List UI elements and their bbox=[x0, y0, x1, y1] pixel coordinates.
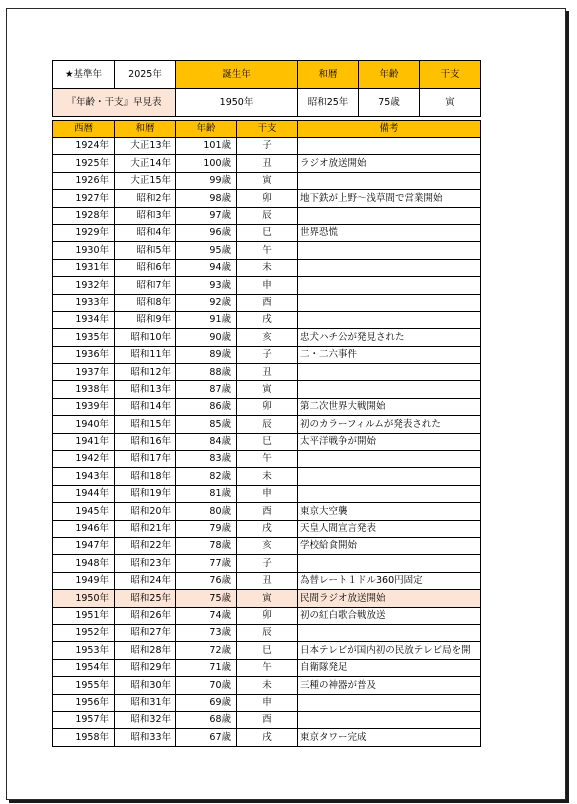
table-row bbox=[53, 520, 481, 537]
cell-seireki[interactable]: 1939年 bbox=[53, 398, 115, 415]
table-row bbox=[53, 329, 481, 346]
cell-eto[interactable]: 酉 bbox=[237, 711, 298, 728]
table-row bbox=[53, 398, 481, 415]
cell-notes[interactable] bbox=[298, 711, 481, 728]
cell-age[interactable]: 94歳 bbox=[176, 259, 237, 276]
cell-notes[interactable]: 自衛隊発足 bbox=[298, 659, 481, 676]
cell-eto[interactable]: 酉 bbox=[237, 294, 298, 311]
cell-seireki[interactable]: 1935年 bbox=[53, 329, 115, 346]
cell-age[interactable]: 99歳 bbox=[176, 172, 237, 189]
table-row bbox=[53, 711, 481, 728]
cell-notes[interactable] bbox=[298, 311, 481, 328]
cell-eto[interactable]: 未 bbox=[237, 259, 298, 276]
cell-notes[interactable]: ラジオ放送開始 bbox=[298, 155, 481, 172]
cell-notes[interactable] bbox=[298, 259, 481, 276]
cell-age[interactable]: 91歳 bbox=[176, 311, 237, 328]
cell-seireki[interactable]: 1940年 bbox=[53, 416, 115, 433]
col-header-wareki: 和暦 bbox=[115, 121, 176, 138]
cell-age[interactable]: 76歳 bbox=[176, 572, 237, 589]
cell-notes[interactable]: 民間ラジオ放送開始 bbox=[298, 590, 481, 607]
table-row bbox=[53, 138, 481, 155]
eto-label: 干支 bbox=[420, 61, 481, 89]
cell-age[interactable]: 80歳 bbox=[176, 503, 237, 520]
cell-notes[interactable]: 第二次世界大戦開始 bbox=[298, 398, 481, 415]
table-row bbox=[53, 224, 481, 241]
cell-seireki[interactable]: 1924年 bbox=[53, 138, 115, 155]
cell-age[interactable]: 71歳 bbox=[176, 659, 237, 676]
cell-wareki[interactable]: 昭和27年 bbox=[115, 624, 176, 641]
cell-age[interactable]: 67歳 bbox=[176, 729, 237, 746]
sheet-title: 『年齢・干支』早見表 bbox=[53, 89, 176, 117]
table-row bbox=[53, 433, 481, 450]
cell-wareki[interactable]: 昭和18年 bbox=[115, 468, 176, 485]
cell-age[interactable]: 95歳 bbox=[176, 242, 237, 259]
cell-wareki[interactable]: 昭和2年 bbox=[115, 190, 176, 207]
cell-seireki[interactable]: 1952年 bbox=[53, 624, 115, 641]
cell-seireki[interactable]: 1951年 bbox=[53, 607, 115, 624]
table-row bbox=[53, 468, 481, 485]
cell-seireki[interactable]: 1925年 bbox=[53, 155, 115, 172]
cell-eto[interactable]: 辰 bbox=[237, 624, 298, 641]
cell-eto[interactable]: 申 bbox=[237, 277, 298, 294]
cell-seireki[interactable]: 1936年 bbox=[53, 346, 115, 363]
table-row bbox=[53, 190, 481, 207]
table-row bbox=[53, 503, 481, 520]
cell-wareki[interactable]: 昭和11年 bbox=[115, 346, 176, 363]
cell-eto[interactable]: 申 bbox=[237, 694, 298, 711]
cell-eto[interactable]: 巳 bbox=[237, 642, 298, 659]
cell-wareki[interactable]: 昭和29年 bbox=[115, 659, 176, 676]
table-row bbox=[53, 311, 481, 328]
cell-notes[interactable]: 天皇人間宣言発表 bbox=[298, 520, 481, 537]
cell-age[interactable]: 81歳 bbox=[176, 485, 237, 502]
cell-eto[interactable]: 寅 bbox=[237, 590, 298, 607]
cell-seireki[interactable]: 1937年 bbox=[53, 364, 115, 381]
table-row bbox=[53, 451, 481, 468]
cell-wareki[interactable]: 昭和12年 bbox=[115, 364, 176, 381]
table-row bbox=[53, 590, 481, 607]
cell-notes[interactable] bbox=[298, 381, 481, 398]
cell-wareki[interactable]: 昭和20年 bbox=[115, 503, 176, 520]
cell-notes[interactable] bbox=[298, 468, 481, 485]
cell-notes[interactable]: 忠犬ハチ公が発見された bbox=[298, 329, 481, 346]
cell-seireki[interactable]: 1938年 bbox=[53, 381, 115, 398]
cell-notes[interactable] bbox=[298, 451, 481, 468]
table-row bbox=[53, 694, 481, 711]
table-row bbox=[53, 207, 481, 224]
cell-eto[interactable]: 酉 bbox=[237, 503, 298, 520]
cell-wareki[interactable]: 昭和10年 bbox=[115, 329, 176, 346]
cell-eto[interactable]: 寅 bbox=[237, 381, 298, 398]
age-eto-sheet bbox=[52, 60, 481, 747]
cell-notes[interactable]: 世界恐慌 bbox=[298, 224, 481, 241]
header-table bbox=[52, 60, 481, 117]
cell-seireki[interactable]: 1945年 bbox=[53, 503, 115, 520]
base-year-value[interactable]: 2025年 bbox=[115, 61, 176, 89]
cell-age[interactable]: 100歳 bbox=[176, 155, 237, 172]
table-row bbox=[53, 537, 481, 554]
cell-wareki[interactable]: 昭和13年 bbox=[115, 381, 176, 398]
cell-seireki[interactable]: 1950年 bbox=[53, 590, 115, 607]
cell-notes[interactable] bbox=[298, 364, 481, 381]
cell-notes[interactable]: 学校給食開始 bbox=[298, 537, 481, 554]
cell-eto[interactable]: 巳 bbox=[237, 433, 298, 450]
cell-eto[interactable]: 辰 bbox=[237, 207, 298, 224]
cell-seireki[interactable]: 1933年 bbox=[53, 294, 115, 311]
cell-eto[interactable]: 丑 bbox=[237, 364, 298, 381]
cell-notes[interactable] bbox=[298, 694, 481, 711]
cell-seireki[interactable]: 1953年 bbox=[53, 642, 115, 659]
cell-wareki[interactable]: 昭和16年 bbox=[115, 433, 176, 450]
cell-eto[interactable]: 未 bbox=[237, 677, 298, 694]
cell-eto[interactable]: 亥 bbox=[237, 537, 298, 554]
cell-notes[interactable]: 三種の神器が普及 bbox=[298, 677, 481, 694]
cell-seireki[interactable]: 1927年 bbox=[53, 190, 115, 207]
cell-age[interactable]: 89歳 bbox=[176, 346, 237, 363]
cell-eto[interactable]: 卯 bbox=[237, 398, 298, 415]
cell-wareki[interactable]: 昭和4年 bbox=[115, 224, 176, 241]
cell-notes[interactable]: 東京大空襲 bbox=[298, 503, 481, 520]
cell-eto[interactable]: 子 bbox=[237, 138, 298, 155]
cell-eto[interactable]: 午 bbox=[237, 451, 298, 468]
cell-wareki[interactable]: 昭和19年 bbox=[115, 485, 176, 502]
cell-seireki[interactable]: 1949年 bbox=[53, 572, 115, 589]
cell-age[interactable]: 92歳 bbox=[176, 294, 237, 311]
col-header-eto: 干支 bbox=[237, 121, 298, 138]
cell-notes[interactable]: 初の紅白歌合戦放送 bbox=[298, 607, 481, 624]
cell-notes[interactable] bbox=[298, 555, 481, 572]
cell-eto[interactable]: 寅 bbox=[237, 172, 298, 189]
cell-seireki[interactable]: 1956年 bbox=[53, 694, 115, 711]
cell-seireki[interactable]: 1946年 bbox=[53, 520, 115, 537]
cell-age[interactable]: 74歳 bbox=[176, 607, 237, 624]
cell-age[interactable]: 93歳 bbox=[176, 277, 237, 294]
cell-wareki[interactable]: 昭和7年 bbox=[115, 277, 176, 294]
birth-eto-value: 寅 bbox=[420, 89, 481, 117]
col-header-seireki: 西暦 bbox=[53, 121, 115, 138]
cell-seireki[interactable]: 1947年 bbox=[53, 537, 115, 554]
cell-age[interactable]: 79歳 bbox=[176, 520, 237, 537]
cell-wareki[interactable]: 大正15年 bbox=[115, 172, 176, 189]
cell-age[interactable]: 88歳 bbox=[176, 364, 237, 381]
wareki-label: 和暦 bbox=[298, 61, 359, 89]
cell-wareki[interactable]: 昭和23年 bbox=[115, 555, 176, 572]
cell-wareki[interactable]: 昭和17年 bbox=[115, 451, 176, 468]
cell-eto[interactable]: 子 bbox=[237, 555, 298, 572]
table-row bbox=[53, 277, 481, 294]
table-row bbox=[53, 364, 481, 381]
cell-seireki[interactable]: 1954年 bbox=[53, 659, 115, 676]
cell-notes[interactable]: 初のカラーフィルムが発表された bbox=[298, 416, 481, 433]
cell-eto[interactable]: 辰 bbox=[237, 416, 298, 433]
table-row bbox=[53, 624, 481, 641]
cell-seireki[interactable]: 1934年 bbox=[53, 311, 115, 328]
cell-seireki[interactable]: 1926年 bbox=[53, 172, 115, 189]
cell-notes[interactable] bbox=[298, 242, 481, 259]
cell-seireki[interactable]: 1957年 bbox=[53, 711, 115, 728]
cell-age[interactable]: 85歳 bbox=[176, 416, 237, 433]
cell-notes[interactable] bbox=[298, 624, 481, 641]
cell-age[interactable]: 97歳 bbox=[176, 207, 237, 224]
print-page bbox=[6, 8, 566, 800]
cell-age[interactable]: 77歳 bbox=[176, 555, 237, 572]
table-row bbox=[53, 677, 481, 694]
cell-notes[interactable] bbox=[298, 277, 481, 294]
cell-eto[interactable]: 卯 bbox=[237, 190, 298, 207]
cell-wareki[interactable]: 昭和22年 bbox=[115, 537, 176, 554]
cell-age[interactable]: 72歳 bbox=[176, 642, 237, 659]
table-row bbox=[53, 155, 481, 172]
cell-seireki[interactable]: 1941年 bbox=[53, 433, 115, 450]
cell-seireki[interactable]: 1955年 bbox=[53, 677, 115, 694]
cell-eto[interactable]: 戌 bbox=[237, 729, 298, 746]
table-row bbox=[53, 172, 481, 189]
cell-age[interactable]: 98歳 bbox=[176, 190, 237, 207]
cell-wareki[interactable]: 昭和3年 bbox=[115, 207, 176, 224]
cell-age[interactable]: 83歳 bbox=[176, 451, 237, 468]
col-header-age: 年齢 bbox=[176, 121, 237, 138]
cell-age[interactable]: 75歳 bbox=[176, 590, 237, 607]
cell-age[interactable]: 82歳 bbox=[176, 468, 237, 485]
cell-notes[interactable] bbox=[298, 172, 481, 189]
cell-eto[interactable]: 巳 bbox=[237, 224, 298, 241]
cell-notes[interactable]: 為替レート１ドル360円固定 bbox=[298, 572, 481, 589]
cell-wareki[interactable]: 昭和30年 bbox=[115, 677, 176, 694]
cell-eto[interactable]: 未 bbox=[237, 468, 298, 485]
lookup-table bbox=[52, 120, 481, 747]
cell-notes[interactable]: 地下鉄が上野～浅草間で営業開始 bbox=[298, 190, 481, 207]
cell-wareki[interactable]: 昭和14年 bbox=[115, 398, 176, 415]
cell-age[interactable]: 96歳 bbox=[176, 224, 237, 241]
cell-wareki[interactable]: 昭和26年 bbox=[115, 607, 176, 624]
cell-wareki[interactable]: 昭和32年 bbox=[115, 711, 176, 728]
cell-wareki[interactable]: 昭和9年 bbox=[115, 311, 176, 328]
cell-notes[interactable]: 東京タワー完成 bbox=[298, 729, 481, 746]
cell-eto[interactable]: 戌 bbox=[237, 311, 298, 328]
table-row bbox=[53, 607, 481, 624]
cell-seireki[interactable]: 1930年 bbox=[53, 242, 115, 259]
table-row bbox=[53, 242, 481, 259]
cell-eto[interactable]: 亥 bbox=[237, 329, 298, 346]
cell-seireki[interactable]: 1942年 bbox=[53, 451, 115, 468]
cell-seireki[interactable]: 1943年 bbox=[53, 468, 115, 485]
cell-wareki[interactable]: 昭和24年 bbox=[115, 572, 176, 589]
cell-age[interactable]: 87歳 bbox=[176, 381, 237, 398]
table-row bbox=[53, 729, 481, 746]
cell-age[interactable]: 68歳 bbox=[176, 711, 237, 728]
cell-age[interactable]: 73歳 bbox=[176, 624, 237, 641]
table-row bbox=[53, 642, 481, 659]
cell-wareki[interactable]: 昭和5年 bbox=[115, 242, 176, 259]
table-body bbox=[53, 138, 481, 747]
birth-age-value: 75歳 bbox=[359, 89, 420, 117]
cell-age[interactable]: 69歳 bbox=[176, 694, 237, 711]
cell-age[interactable]: 70歳 bbox=[176, 677, 237, 694]
table-row bbox=[53, 346, 481, 363]
cell-seireki[interactable]: 1928年 bbox=[53, 207, 115, 224]
table-row bbox=[53, 416, 481, 433]
cell-eto[interactable]: 丑 bbox=[237, 572, 298, 589]
cell-eto[interactable]: 申 bbox=[237, 485, 298, 502]
cell-wareki[interactable]: 昭和33年 bbox=[115, 729, 176, 746]
cell-age[interactable]: 86歳 bbox=[176, 398, 237, 415]
cell-eto[interactable]: 子 bbox=[237, 346, 298, 363]
cell-wareki[interactable]: 大正13年 bbox=[115, 138, 176, 155]
cell-wareki[interactable]: 昭和6年 bbox=[115, 259, 176, 276]
cell-eto[interactable]: 戌 bbox=[237, 520, 298, 537]
cell-wareki[interactable]: 昭和25年 bbox=[115, 590, 176, 607]
cell-wareki[interactable]: 昭和28年 bbox=[115, 642, 176, 659]
table-row bbox=[53, 485, 481, 502]
cell-notes[interactable]: 太平洋戦争が開始 bbox=[298, 433, 481, 450]
cell-age[interactable]: 78歳 bbox=[176, 537, 237, 554]
birth-year-label: 誕生年 bbox=[176, 61, 298, 89]
cell-eto[interactable]: 午 bbox=[237, 659, 298, 676]
cell-wareki[interactable]: 昭和21年 bbox=[115, 520, 176, 537]
cell-age[interactable]: 84歳 bbox=[176, 433, 237, 450]
cell-seireki[interactable]: 1931年 bbox=[53, 259, 115, 276]
cell-age[interactable]: 101歳 bbox=[176, 138, 237, 155]
cell-age[interactable]: 90歳 bbox=[176, 329, 237, 346]
table-row bbox=[53, 659, 481, 676]
cell-notes[interactable] bbox=[298, 138, 481, 155]
cell-seireki[interactable]: 1932年 bbox=[53, 277, 115, 294]
age-label: 年齢 bbox=[359, 61, 420, 89]
birth-wareki-value: 昭和25年 bbox=[298, 89, 359, 117]
cell-notes[interactable]: 二・二六事件 bbox=[298, 346, 481, 363]
cell-eto[interactable]: 丑 bbox=[237, 155, 298, 172]
cell-wareki[interactable]: 大正14年 bbox=[115, 155, 176, 172]
table-row bbox=[53, 572, 481, 589]
birth-year-input[interactable]: 1950年 bbox=[176, 89, 298, 117]
cell-eto[interactable]: 午 bbox=[237, 242, 298, 259]
cell-seireki[interactable]: 1944年 bbox=[53, 485, 115, 502]
cell-seireki[interactable]: 1929年 bbox=[53, 224, 115, 241]
cell-notes[interactable] bbox=[298, 207, 481, 224]
cell-seireki[interactable]: 1948年 bbox=[53, 555, 115, 572]
table-row bbox=[53, 294, 481, 311]
cell-wareki[interactable]: 昭和15年 bbox=[115, 416, 176, 433]
cell-notes[interactable] bbox=[298, 485, 481, 502]
table-row bbox=[53, 555, 481, 572]
col-header-notes: 備考 bbox=[298, 121, 481, 138]
table-row bbox=[53, 259, 481, 276]
table-row bbox=[53, 381, 481, 398]
cell-wareki[interactable]: 昭和8年 bbox=[115, 294, 176, 311]
cell-eto[interactable]: 卯 bbox=[237, 607, 298, 624]
cell-notes[interactable]: 日本テレビが国内初の民放テレビ局を開 bbox=[298, 642, 481, 659]
cell-wareki[interactable]: 昭和31年 bbox=[115, 694, 176, 711]
base-year-label: ★基準年 bbox=[53, 61, 115, 89]
cell-seireki[interactable]: 1958年 bbox=[53, 729, 115, 746]
cell-notes[interactable] bbox=[298, 294, 481, 311]
